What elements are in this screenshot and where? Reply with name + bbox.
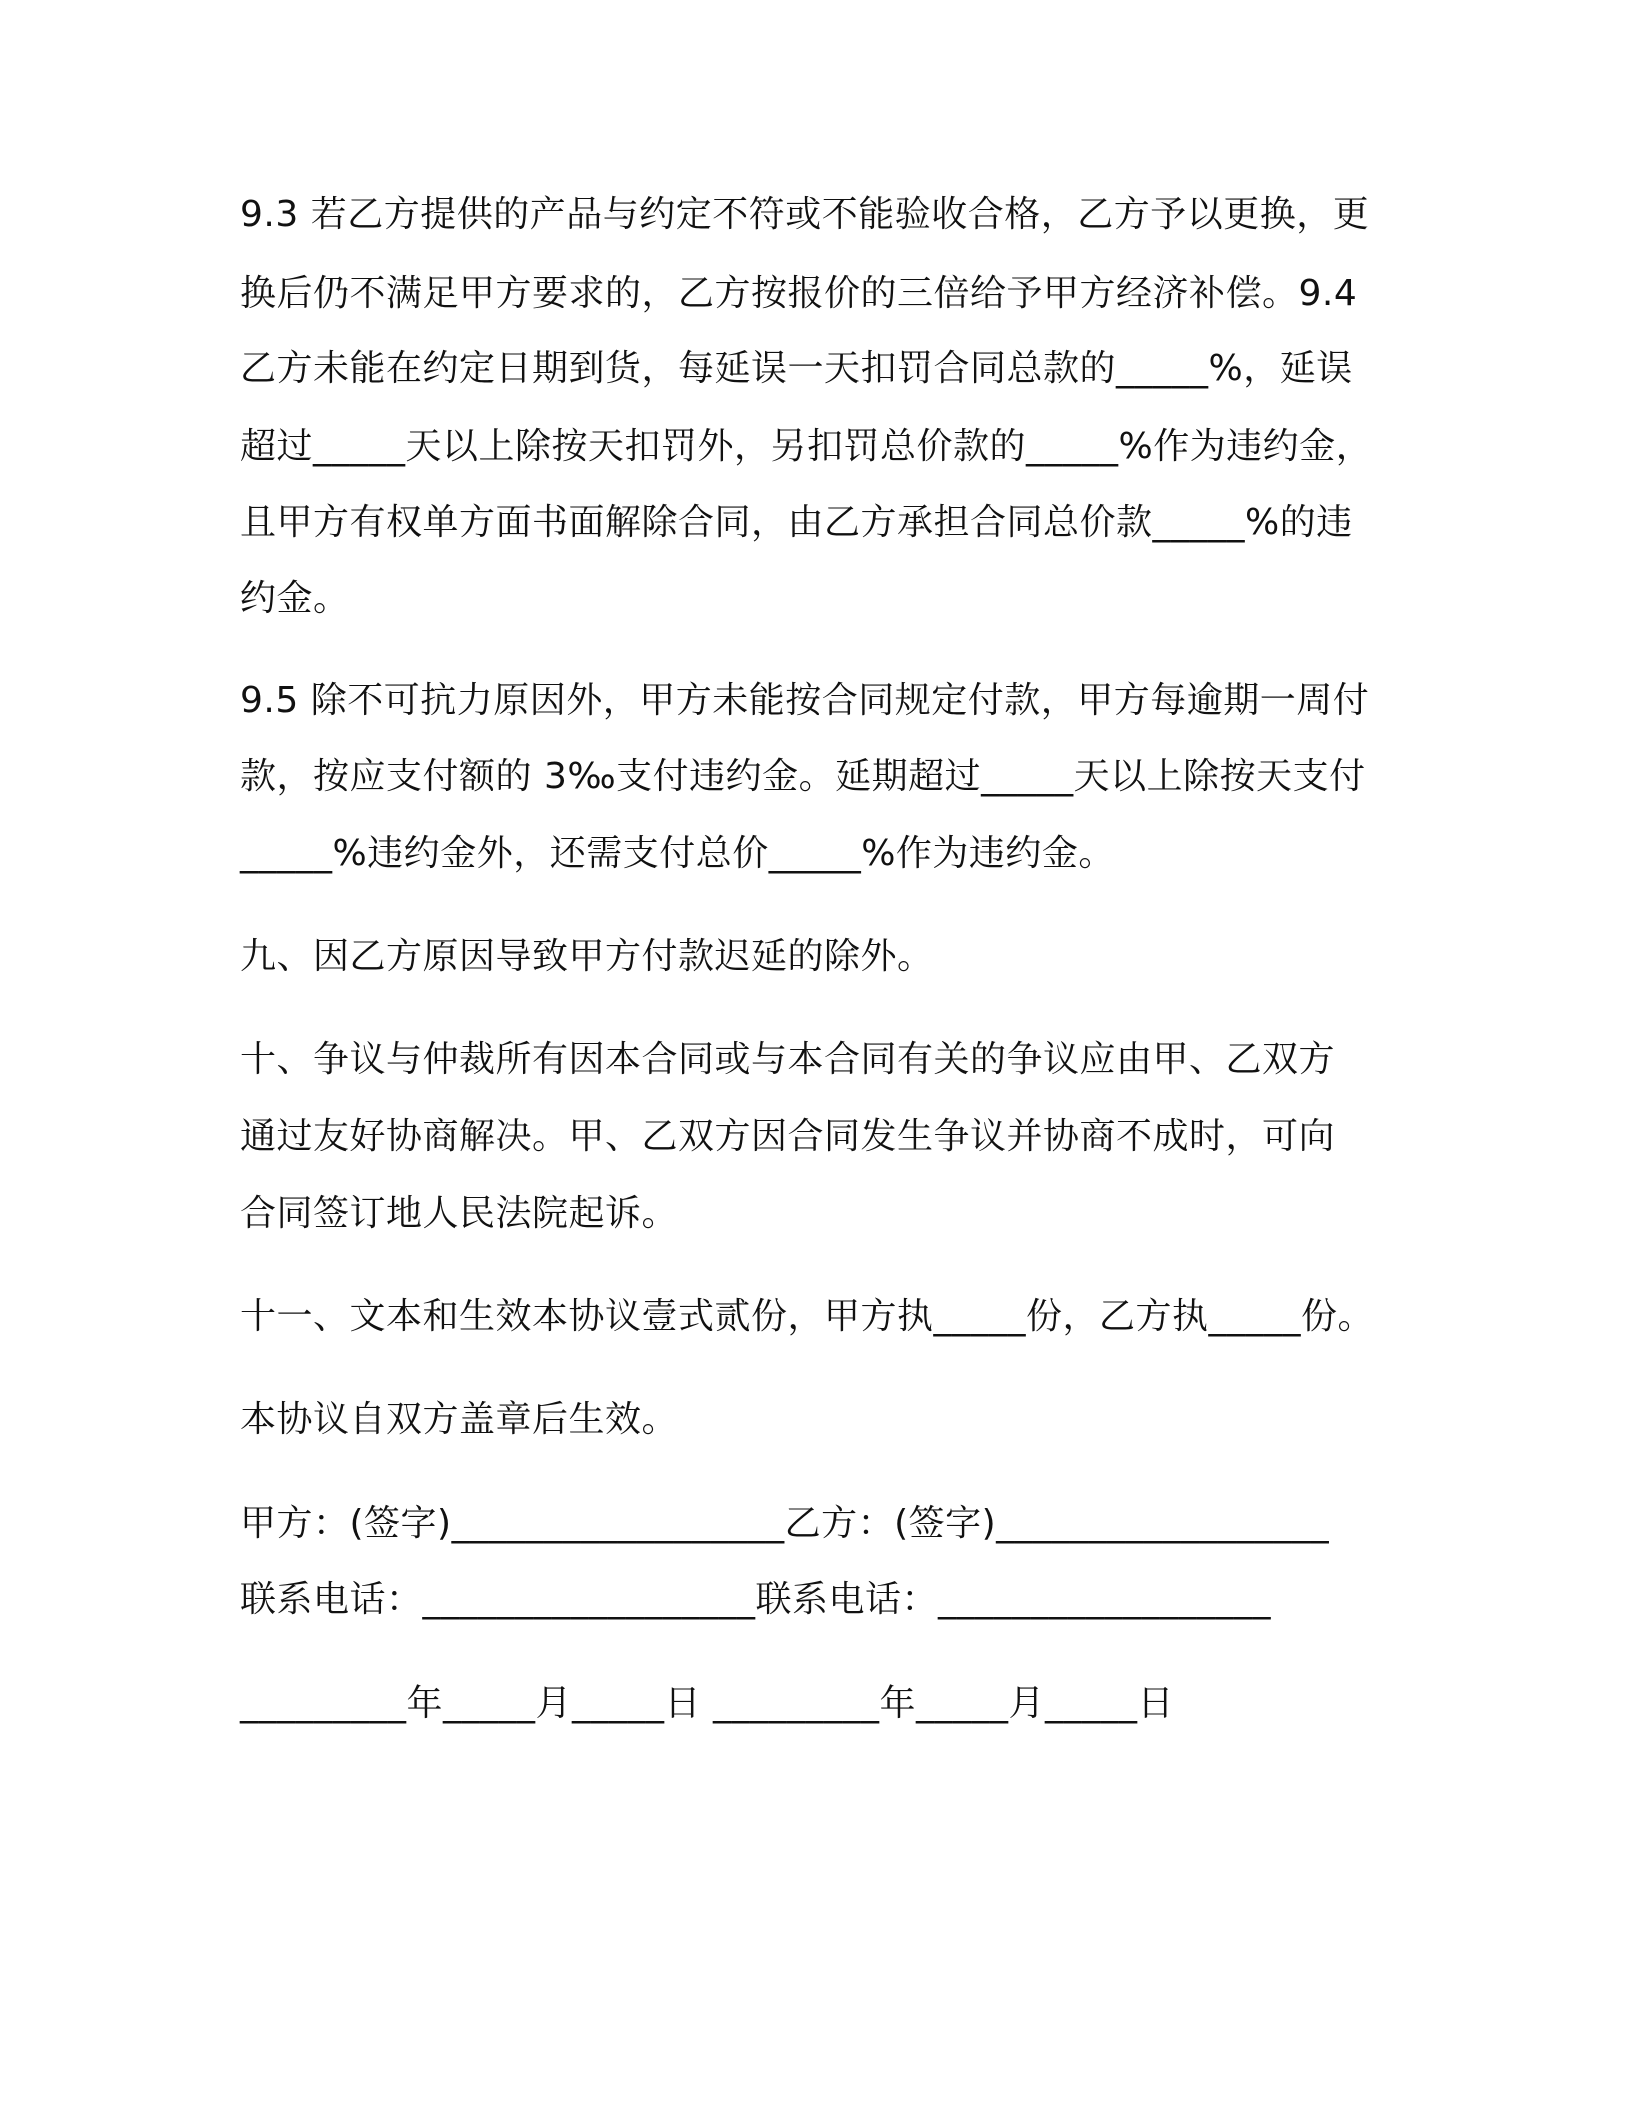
- signature-line: 甲方：(签字)__________________乙方：(签字)__________________: [240, 1503, 1330, 1544]
- phone-line: 联系电话：__________________联系电话：__________________: [240, 1579, 1272, 1620]
- effective-statement: 本协议自双方盖章后生效。: [240, 1399, 679, 1440]
- clause-9-5-line-3: _____%违约金外，还需支付总价_____%作为违约金。: [240, 833, 1115, 874]
- clause-9-3-line-1: 9.3 若乙方提供的产品与约定不符或不能验收合格，乙方予以更换，更: [240, 194, 1370, 235]
- date-line: _________年_____月_____日 _________年_____月_____日: [240, 1683, 1174, 1724]
- clause-9-4-line-1: 乙方未能在约定日期到货，每延误一天扣罚合同总款的_____%，延误: [240, 348, 1353, 389]
- clause-9-3-line-2: 换后仍不满足甲方要求的，乙方按报价的三倍给予甲方经济补偿。9.4: [240, 273, 1358, 314]
- clause-9-5-line-2: 款，按应支付额的 3‰支付违约金。延期超过_____天以上除按天支付: [240, 756, 1366, 797]
- clause-ten-line-3: 合同签订地人民法院起诉。: [240, 1193, 679, 1234]
- clause-9-4-line-2: 超过_____天以上除按天扣罚外，另扣罚总价款的_____%作为违约金，: [240, 426, 1373, 467]
- clause-eleven: 十一、文本和生效本协议壹式贰份，甲方执_____份，乙方执_____份。: [240, 1296, 1375, 1337]
- clause-ten-line-2: 通过友好协商解决。甲、乙双方因合同发生争议并协商不成时，可向: [240, 1116, 1336, 1157]
- clause-nine: 九、因乙方原因导致甲方付款迟延的除外。: [240, 936, 934, 977]
- clause-9-5-line-1: 9.5 除不可抗力原因外，甲方未能按合同规定付款，甲方每逾期一周付: [240, 680, 1370, 721]
- clause-ten-line-1: 十、争议与仲裁所有因本合同或与本合同有关的争议应由甲、乙双方: [240, 1039, 1336, 1080]
- clause-9-4-line-4: 约金。: [240, 578, 350, 619]
- clause-9-4-line-3: 且甲方有权单方面书面解除合同，由乙方承担合同总价款_____%的违: [240, 502, 1353, 543]
